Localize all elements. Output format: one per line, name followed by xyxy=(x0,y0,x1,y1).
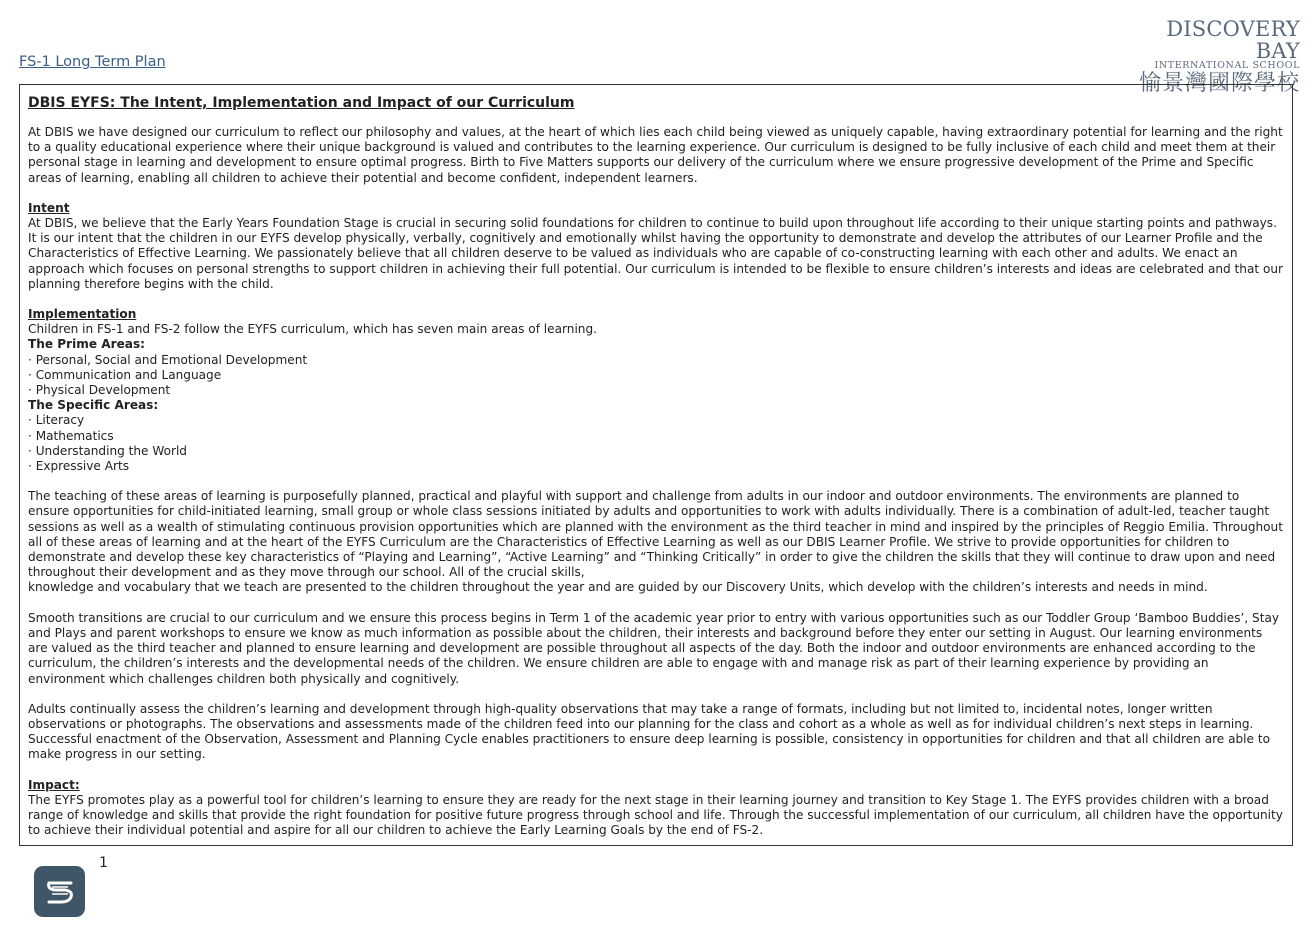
teaching-paragraph: The teaching of these areas of learning is purposefully planned, practical and playful with support and challenge from adults in our indoor and outdoor environments. The environments are planned to ensure opportunities for child-initiated learning, small group or whole class sessions initiated by adults and opportunities to work with adults individually. There is a combination of adult-led, teacher taught sessions as well as a wealth of stimulating continuous provision opportunities which are planned with the environment as the third teacher in mind and inspired by the principles of Reggio Emilia. Throughout all of these areas of learning and at the heart of the EYFS Curriculum are the Characteristics of Effective Learning as well as our DBIS Learner Profile. We strive to provide opportunities for children to demonstrate and develop these key characteristics of “Playing and Learning”, “Active Learning” and “Thinking Critically” in order to give the children the skills that they will continue to draw upon and need throughout their development and as they move through our school. All of the crucial skills, xyxy=(28,489,1283,580)
transitions-paragraph: Smooth transitions are crucial to our curriculum and we ensure this process begins in Term 1 of the academic year prior to entry with various opportunities such as our Toddler Group ‘Bamboo Buddies’, Stay and Plays and parent workshops to ensure we know as much information as possible about the children, their interests and background before they enter our setting in August. Our learning environments are valued as the third teacher and planned to ensure learning and development are possible throughout all aspects of the day. Both the indoor and outdoor environments are enhanced according to the curriculum, the children’s interests and the developmental needs of the children. We ensure children are able to engage with and manage risk as part of their learning experience by providing an environment which challenges children both physically and cognitively. xyxy=(28,610,1280,686)
impact-paragraph: The EYFS promotes play as a powerful tool for children’s learning to ensure they are ready for the next stage in their learning journey and transition to Key Stage 1. The EYFS provides children with a broad range of knowledge and skills that provide the right foundation for positive future progress through school and life. Through the successful implementation of our curriculum, all children have the opportunity to achieve their individual potential and aspire for all our children to achieve the Early Learning Goals by the end of FS-2. xyxy=(28,792,1283,838)
logo-line2: INTERNATIONAL SCHOOL xyxy=(1154,60,1300,71)
intent-paragraph: At DBIS, we believe that the Early Years Foundation Stage is crucial in securing solid foundations for children to continue to build upon throughout life according to their unique starting points and pathways. It is our intent that the children in our EYFS develop physically, verbally, cognitively and emotionally whilst having the opportunity to demonstrate and develop the attributes of our Learner Profile and the Characteristics of Effective Learning. We passionately believe that all children deserve to be valued as individuals who are capable of co-constructing learning with each other and adults. We enact an approach which focuses on personal strengths to support children in achieving their full potential. Our curriculum is intended to be flexible to ensure children’s interests and ideas are celebrated and that our planning therefore begins with the child. xyxy=(28,216,1283,291)
list-item: · Personal, Social and Emotional Development xyxy=(28,352,308,367)
list-item: · Understanding the World xyxy=(28,443,187,458)
list-item: · Expressive Arts xyxy=(28,459,130,474)
section-title: DBIS EYFS: The Intent, Implementation and Impact of our Curriculum xyxy=(28,95,575,111)
specific-areas-heading: The Specific Areas: xyxy=(28,398,159,413)
implementation-heading: Implementation xyxy=(28,307,137,322)
logo-chinese: 愉景灣國際學校 xyxy=(1138,71,1300,96)
list-item: · Communication and Language xyxy=(28,367,222,382)
list-item: · Literacy xyxy=(28,413,85,428)
implementation-intro: Children in FS-1 and FS-2 follow the EYFS curriculum, which has seven main areas of learning. xyxy=(28,322,597,337)
list-item: · Mathematics xyxy=(28,428,114,443)
prime-areas-heading: The Prime Areas: xyxy=(28,337,145,352)
logo-line1: DISCOVERY BAY xyxy=(1166,17,1300,63)
teaching-paragraph-2: knowledge and vocabulary that we teach are presented to the children throughout the year and are guided by our Discovery Units, which develop with the children’s interests and needs in mind. xyxy=(28,580,1208,595)
school-badge-icon xyxy=(34,866,85,917)
page-number: 1 xyxy=(99,855,108,871)
doc-title-link[interactable]: FS-1 Long Term Plan xyxy=(19,54,166,70)
list-item: · Physical Development xyxy=(28,383,171,398)
assessment-paragraph: Adults continually assess the children’s learning and development through high-quality observations that may take a range of formats, including but not limited to, incidental notes, longer written observations or photographs. The observations and assessments made of the children feed into our planning for the class and cohort as a whole as well as for individual children’s next steps in learning. Successful enactment of the Observation, Assessment and Planning Cycle enables practitioners to ensure deep learning is possible, consistency in opportunities for children and that all children are able to make progress in our setting. xyxy=(28,701,1270,762)
intro-paragraph: At DBIS we have designed our curriculum to reflect our philosophy and values, at the heart of which lies each child being viewed as uniquely capable, having extraordinary potential for learning and the right to a quality educational experience where their unique background is valued and contributes to the learning experience. Our curriculum is designed to be fully inclusive of each child and meet them at their personal stage in learning and development to ensure optimal progress. Birth to Five Matters supports our delivery of the curriculum where we ensure progressive development of the Prime and Specific areas of learning, enabling all children to achieve their potential and become confident, independent learners. xyxy=(28,125,1283,185)
intent-heading: Intent xyxy=(28,200,70,215)
curriculum-box xyxy=(19,84,1293,846)
impact-heading: Impact: xyxy=(28,777,80,792)
